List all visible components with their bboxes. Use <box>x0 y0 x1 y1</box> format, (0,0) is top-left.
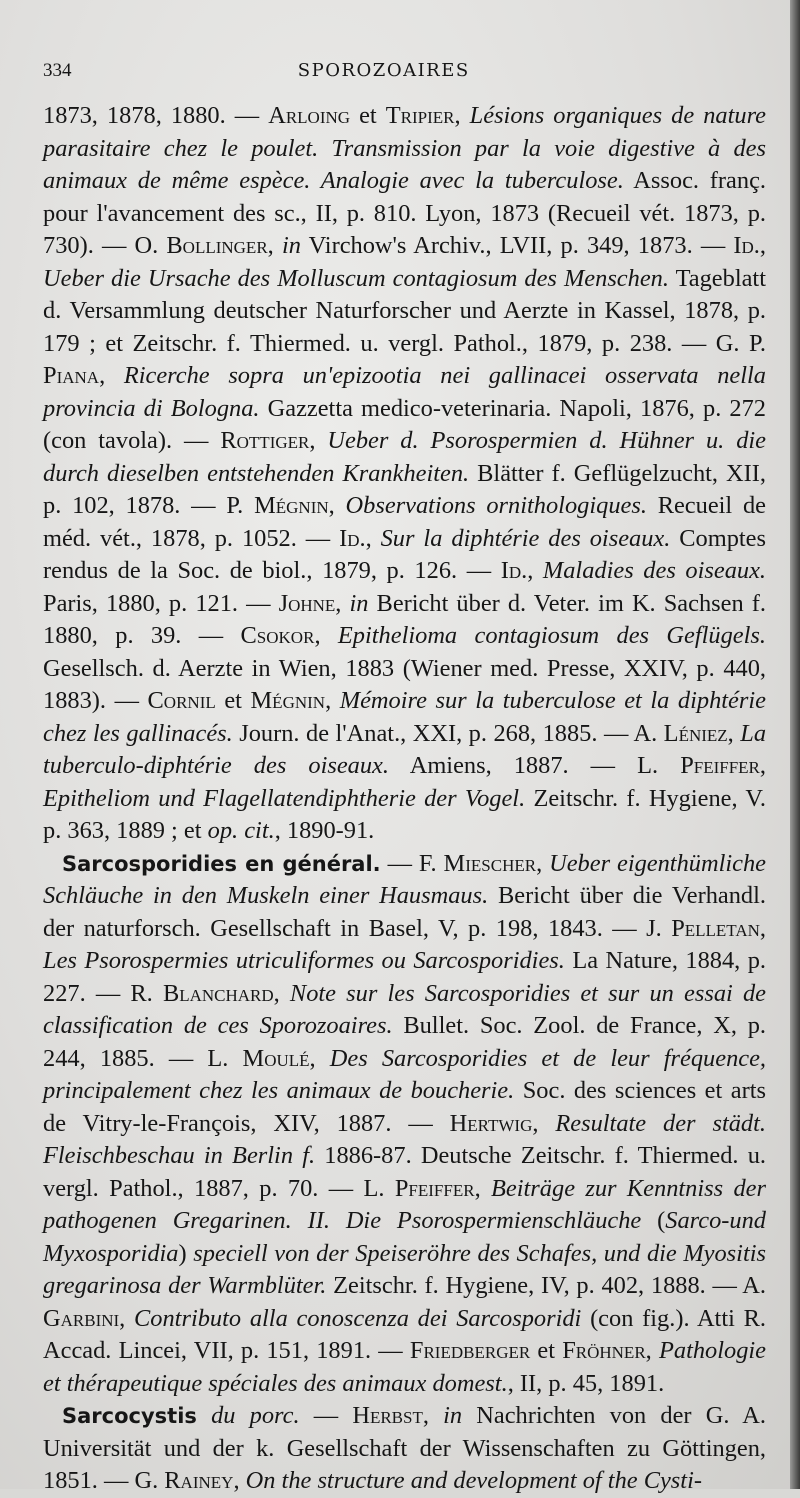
text-run: , <box>267 232 282 259</box>
text-run: Soc. des sciences et arts de Vitry-le-François, XIV, 1887. — <box>43 1077 766 1137</box>
text-run: Assoc. franç. pour l'avancement des sc., II, p. 810. Lyon, 1873 (Recueil vét. 1873, p. 730). — O. <box>43 167 767 259</box>
section-heading: Sarcocystis <box>62 1404 197 1428</box>
author-name: Rainey <box>164 1467 234 1494</box>
author-name: Id. <box>733 232 760 259</box>
paragraph-sarcosporidies <box>43 848 766 1401</box>
author-name: Léniez <box>663 719 728 747</box>
italic-title: Les Psorospermies utriculiformes ou Sarcosporidies. <box>43 947 565 974</box>
italic-title: Sarco-und Myxosporidia <box>43 1207 766 1267</box>
author-name: Tripier <box>385 102 455 129</box>
author-name: Blanchard <box>162 979 274 1007</box>
text-run: , 1890-91. <box>274 817 375 844</box>
italic-title: speciell von der Speiseröhre des Schafes, und die Myositis gregarinosa der Warmblüter. <box>43 1239 766 1299</box>
page-header <box>43 60 766 100</box>
text-run: 1886-87. Deutsche Zeitschr. f. Thiermed. u. vergl. Pathol., 1887, p. 70. — L. <box>43 1142 766 1202</box>
text-run: Bericht über die Verhandl. der naturforsch. Gesellschaft in Basel, V, p. 198, 1843. — J. <box>43 882 766 942</box>
text-run: — <box>299 1402 353 1429</box>
running-title: SPOROZOAIRES <box>297 60 470 81</box>
italic-title: Pathologie et thérapeutique spéciales des animaux domest. <box>43 1337 766 1397</box>
author-name: Mégnin <box>250 687 326 714</box>
text-run: Zeitschr. f. Hygiene, IV, p. 402, 1888. — A. <box>326 1272 766 1299</box>
text-run: ) <box>178 1239 194 1267</box>
italic-title: in <box>443 1402 463 1429</box>
italic-title: Beiträge zur Kenntniss der pathogenen Gregarinen. II. Die Psorospermienschläuche <box>43 1174 766 1234</box>
text-run: , <box>273 979 290 1007</box>
author-name: Id. <box>339 524 366 552</box>
author-name: Pfeiffer <box>680 752 760 779</box>
italic-title: Ueber d. Psorospermien d. Hühner u. die durch dieselben entstehenden Krankheiten. <box>43 427 766 487</box>
author-name: Pelletan <box>671 914 760 942</box>
text-run: , <box>759 914 766 942</box>
text-run: , <box>335 589 350 617</box>
text-run: , <box>474 1174 492 1202</box>
author-name: Johne <box>278 589 336 617</box>
text-run: Gazzetta medico-veterinaria. Napoli, 1876, p. 272 (con tavola). — <box>43 394 766 454</box>
text-run: , <box>309 1044 330 1072</box>
italic-title: Maladies des oiseaux. <box>542 557 767 584</box>
italic-title: Mémoire sur la tuberculose et la diphtérie chez les gallinacés. <box>43 687 766 747</box>
text-run: Virchow's Archiv., LVII, p. 349, 1873. — <box>300 232 734 259</box>
italic-title: La tuberculo-diphtérie des oiseaux. <box>43 719 767 779</box>
text-run: , <box>422 1402 444 1429</box>
text-run: Bullet. Soc. Zool. de France, X, p. 244, 1885. — L. <box>43 1012 767 1072</box>
italic-title: Epitheliom und Flagellatendiphtherie der Vogel. <box>43 784 526 812</box>
author-name: Mégnin <box>254 492 329 519</box>
author-name: Fröhner <box>562 1337 646 1364</box>
text-run: , <box>532 1109 556 1137</box>
author-name: Rottiger <box>220 427 310 454</box>
author-name: Cornil <box>147 687 216 714</box>
text-run: Tageblatt d. Versammlung deutscher Naturforscher und Aerzte in Kassel, 1878, p. 179 ; et Zeitschr. f. Thiermed. u. vergl. Pathol., 1879, p. 238. — G. P. <box>43 264 766 357</box>
author-name: Moulé <box>242 1044 310 1072</box>
text-run: , <box>759 752 766 779</box>
text-run: , <box>645 1337 659 1364</box>
italic-title: On the structure and development of the Cysti- <box>245 1467 702 1494</box>
author-name: Pfeiffer <box>394 1174 475 1202</box>
text-run: Blätter f. Geflügelzucht, XII, p. 102, 1878. — P. <box>43 459 766 519</box>
italic-title: in <box>281 232 301 259</box>
author-name: Miescher <box>443 849 537 877</box>
text-run: et <box>350 102 386 129</box>
text-run: Recueil de méd. vét., 1878, p. 1052. — <box>43 492 766 552</box>
italic-title: Epithelioma contagiosum des Geflügels. <box>337 622 766 649</box>
text-run: , <box>759 232 767 259</box>
author-name: Hertwig <box>449 1109 533 1137</box>
text-run: Comptes rendus de la Soc. de biol., 1879, p. 126. — <box>43 524 766 584</box>
text-run: , <box>727 719 741 747</box>
author-name: Friedberger <box>409 1337 531 1364</box>
author-name: Arloing <box>268 102 351 129</box>
text-run: ( <box>641 1207 666 1234</box>
italic-title: in <box>349 589 369 617</box>
text-run: — F. <box>380 849 444 877</box>
text-run <box>197 1402 211 1429</box>
text-run: et <box>215 687 251 714</box>
author-name: Herbst <box>352 1402 423 1429</box>
author-name: Bollinger <box>166 232 268 259</box>
italic-title: du porc. <box>211 1402 300 1429</box>
page-number: 334 <box>43 60 72 81</box>
text-run: et <box>530 1337 563 1364</box>
author-name: Garbini <box>43 1304 120 1332</box>
text-run: , <box>99 362 124 389</box>
italic-title: Lésions organiques de nature parasitaire chez le poulet. Transmission par la voie digestive à des animaux de même espèce. Analogie avec la tuberculose. <box>43 102 766 194</box>
bibliography-text <box>43 100 766 1498</box>
text-run: , <box>328 492 346 519</box>
page-edge-shadow <box>790 0 800 1489</box>
text-run: Journ. de l'Anat., XXI, p. 268, 1885. — A. <box>232 719 664 747</box>
italic-title: Ricerche sopra un'epizootia nei gallinacei osservata nella provincia di Bologna. <box>43 362 766 422</box>
paragraph-1 <box>43 100 766 848</box>
author-name: Piana <box>43 362 100 389</box>
text-run: Nachrichten von der G. A. Universität und der k. Gesellschaft der Wissenschaften zu Göttingen, 1851. — G. <box>43 1402 766 1494</box>
italic-title: op. cit. <box>207 817 275 844</box>
italic-title: Observations ornithologiques. <box>345 492 647 519</box>
paragraph-sarcocystis <box>43 1400 766 1498</box>
italic-title: Contributo alla conoscenza dei Sarcosporidi <box>134 1304 582 1332</box>
italic-title: Ueber die Ursache des Molluscum contagiosum des Menschen. <box>43 264 669 292</box>
italic-title: Resultate der städt. Fleischbeschau in Berlin f. <box>43 1109 766 1169</box>
author-name: Id. <box>500 557 528 584</box>
text-run: Amiens, 1887. — L. <box>389 752 681 779</box>
text-run: , <box>233 1467 246 1494</box>
text-run: , <box>536 849 550 877</box>
text-run: , <box>309 427 328 454</box>
text-run: , <box>314 622 338 649</box>
text-run: , <box>365 524 381 552</box>
italic-title: Des Sarcosporidies et de leur fréquence, principalement chez les animaux de boucherie. <box>43 1044 767 1104</box>
text-run: , <box>325 687 340 714</box>
text-run: (con fig.). Atti R. Accad. Lincei, VII, p. 151, 1891. — <box>43 1304 766 1364</box>
author-name: Csokor <box>240 622 315 649</box>
text-run: , II, p. 45, 1891. <box>507 1369 665 1397</box>
text-run: Gesellsch. d. Aerzte in Wien, 1883 (Wiener med. Presse, XXIV, p. 440, 1883). — <box>43 654 766 714</box>
italic-title: Note sur les Sarcosporidies et sur un essai de classification de ces Sporozoaires. <box>43 979 766 1039</box>
section-heading: Sarcosporidies en général. <box>62 851 381 876</box>
text-run: , <box>527 557 543 584</box>
text-run: Zeitschr. f. Hygiene, V. p. 363, 1889 ; et <box>43 784 766 844</box>
text-run: 1873, 1878, 1880. — <box>43 102 269 129</box>
text-run: Paris, 1880, p. 121. — <box>43 589 279 617</box>
italic-title: Ueber eigenthümliche Schläuche in den Muskeln einer Hausmaus. <box>43 849 766 909</box>
text-run: Bericht über d. Veter. im K. Sachsen f. 1880, p. 39. — <box>43 589 766 649</box>
text-run: La Nature, 1884, p. 227. — R. <box>43 947 766 1007</box>
italic-title: Sur la diphtérie des oiseaux. <box>380 524 671 552</box>
text-run: , <box>119 1304 135 1332</box>
text-run: , <box>454 102 470 129</box>
